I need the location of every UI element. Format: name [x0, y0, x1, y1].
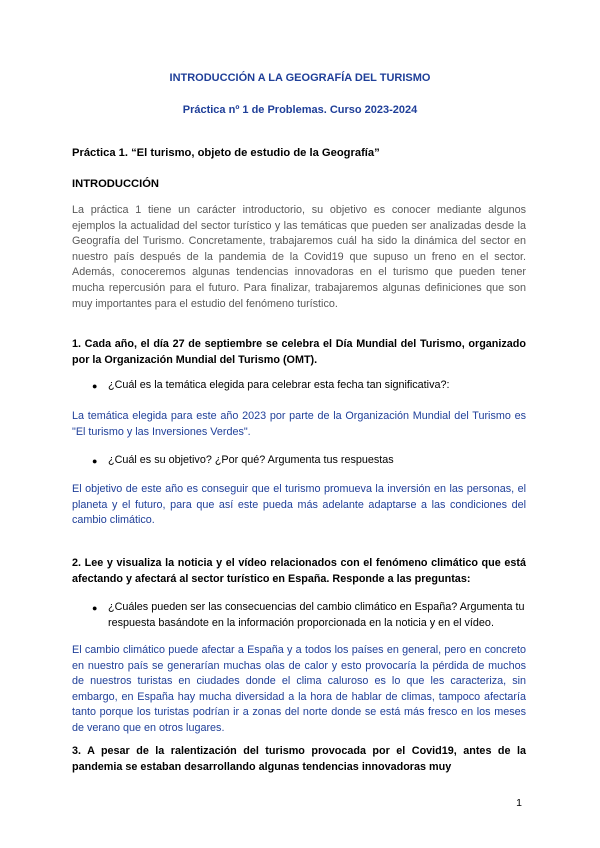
question-1-bullet-2: ¿Cuál es su objetivo? ¿Por qué? Argumenta tus respuestas	[108, 454, 394, 466]
page-number: 1	[516, 797, 522, 809]
document-title: INTRODUCCIÓN A LA GEOGRAFÍA DEL TURISMO	[169, 72, 431, 84]
bullet-dot: ●	[92, 603, 98, 613]
question-2-bullet-1: ¿Cuáles pueden ser las consecuencias del cambio climático en España? Argumenta tu respuesta basándote en la información proporcionada en la noticia y en el vídeo.	[108, 601, 525, 629]
document-subtitle: Práctica nº 1 de Problemas. Curso 2023-2024	[182, 104, 418, 116]
question-2-answer-1: El cambio climático puede afectar a España y a todos los países en general, pero en concreto en nuestro país se generarían muchas olas de calor y esto provocaría la pérdida de muchos de nuestros turistas en ciudades donde el clima caluroso es lo que les caracteriza, sin embargo, en España hay mucha diversidad a la hora de hablar de climas, tampoco afectaría tanto porque los turistas podrían ir a zonas del norte donde se está más fresco en los meses de verano que en otros lugares.	[72, 644, 526, 734]
practice-heading: Práctica 1. “El turismo, objeto de estudio de la Geografía”	[72, 147, 380, 159]
bullet-dot: ●	[92, 381, 98, 391]
intro-paragraph: La práctica 1 tiene un carácter introductorio, su objetivo es conocer mediante algunos ejemplos la actualidad del sector turístico y las temáticas que pueden ser analizadas desde la Geografía del Turismo. Concretamente, trabajaremos cuál ha sido la dinámica del sector en nuestro país después de la pandemia de la Covid19 que supuso un freno en el sector. Además, conoceremos algunas tendencias innovadoras en el turismo que pueden tener mucha repercusión para el futuro. Para finalizar, trabajaremos algunas definiciones que son muy importantes para el estudio del fenómeno turístico.	[72, 204, 526, 310]
question-1-answer-2: El objetivo de este año es conseguir que el turismo promueva la inversión en las personas, el planeta y el futuro, para que así este pueda más adelante adaptarse a las condiciones del cambio climático.	[72, 483, 526, 527]
bullet-dot: ●	[92, 456, 98, 466]
intro-heading: INTRODUCCIÓN	[72, 178, 160, 190]
question-3-heading: 3. A pesar de la ralentización del turismo provocada por el Covid19, antes de la pandemia se estaban desarrollando algunas tendencias innovadoras muy	[72, 745, 526, 773]
question-1-heading: 1. Cada año, el día 27 de septiembre se celebra el Día Mundial del Turismo, organizado por la Organización Mundial del Turismo (OMT).	[72, 338, 526, 366]
question-2-heading: 2. Lee y visualiza la noticia y el vídeo relacionados con el fenómeno climático que está afectando y afectará al sector turístico en España. Responde a las preguntas:	[72, 557, 526, 585]
question-1-bullet-1: ¿Cuál es la temática elegida para celebrar esta fecha tan significativa?:	[108, 379, 450, 391]
question-1-answer-1: La temática elegida para este año 2023 por parte de la Organización Mundial del Turismo es "El turismo y las Inversiones Verdes".	[72, 410, 526, 438]
